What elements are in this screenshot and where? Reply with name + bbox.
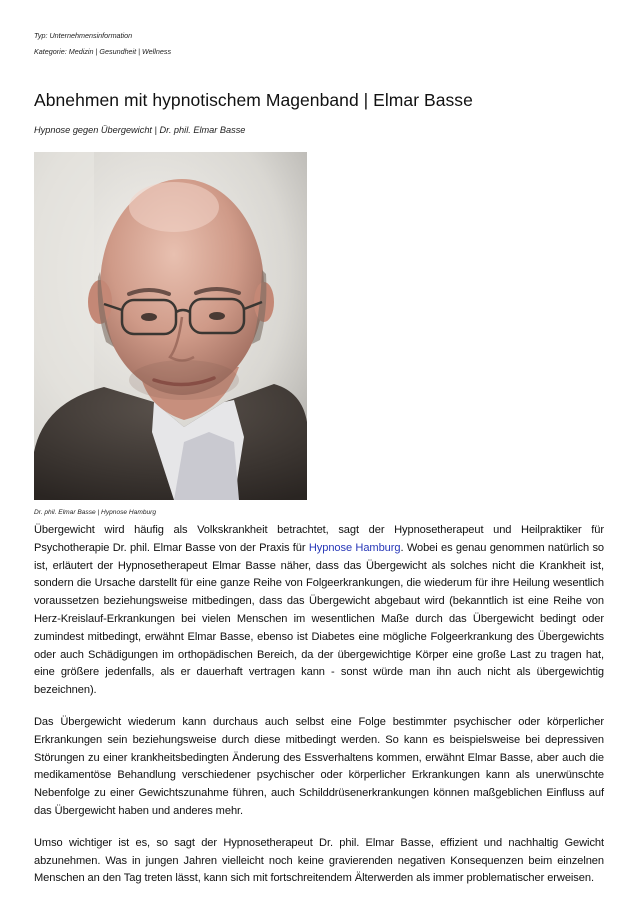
document-type: Typ: Unternehmensinformation [34,31,133,40]
paragraph-1-text-b: . Wobei es genau genommen natürlich so ist, erläutert der Hypnosetherapeut Elmar Basse näher, dass das Übergewicht als solches nicht die Krankheit ist, sondern die Ursache darstellt für eine ganze Reihe von Folgeerkrankungen, die wiederum für ihre Heilung wesentlich voraussetzen beziehungsweise mitbedingen, dass das Übergewicht abgebaut wird (bekanntlich ist eine Reihe von Herz-Kreislauf-Erkrankungen bei vielen Menschen im wesentlichen Maße durch das Übergewicht bedingt oder zumindest mitbedingt, erwähnt Elmar Basse, ebenso ist Diabetes eine mögliche Folgeerkrankung des Übergewichts oder auch Schädigungen im orthopädischen Bereich, da der übergewichtige Körper eine große Last zu tragen hat, eine größere jedenfalls, als er dauerhaft vertragen kann - sonst würde man ihn auch nicht als übergewichtig bezeichnen). [34,541,605,697]
photo-caption: Dr. phil. Elmar Basse | Hypnose Hamburg [34,509,157,516]
paragraph-1 [34,522,604,700]
portrait-photo [34,152,307,500]
page-subtitle: Hypnose gegen Übergewicht | Dr. phil. Elmar Basse [34,125,246,135]
paragraph-3: Umso wichtiger ist es, so sagt der Hypnosetherapeut Dr. phil. Elmar Basse, effizient und nachhaltig Gewicht abzunehmen. Was in jungen Jahren vielleicht noch keine gravierenden negativen Konsequenzen beim einzelnen Menschen an den Tag treten lässt, kann sich mit fortschreitendem Älterwerden als immer problematischer erweisen. [34,836,604,885]
page-title: Abnehmen mit hypnotischem Magenband | Elmar Basse [34,90,473,110]
document-category: Kategorie: Medizin | Gesundheit | Wellness [34,47,172,56]
paragraph-2: Das Übergewicht wiederum kann durchaus auch selbst eine Folge bestimmter psychischer oder körperlicher Erkrankungen sein beziehungsweise durch diese mitbedingt werden. So kann es beispielsweise bei depressiven Störungen zu einer krankheitsbedingten Änderung des Essverhaltens kommen, erwähnt Elmar Basse, aber auch die medikamentöse Behandlung verschiedener psychischer oder körperlicher Erkrankungen kann als unerwünschte Nebenfolge zu einer Gewichtszunahme führen, auch Schilddrüsenerkrankungen können maßgeblichen Einfluss auf das Übergewicht haben und anderes mehr. [34,715,604,817]
hypnose-hamburg-link[interactable]: Hypnose Hamburg [308,541,401,554]
paragraph-1-text-a: Übergewicht wird häufig als Volkskrankheit betrachtet, sagt der Hypnosetherapeut und Heilpraktiker für Psychotherapie Dr. phil. Elmar Basse von der Praxis für [34,524,604,554]
article-body [34,522,604,902]
